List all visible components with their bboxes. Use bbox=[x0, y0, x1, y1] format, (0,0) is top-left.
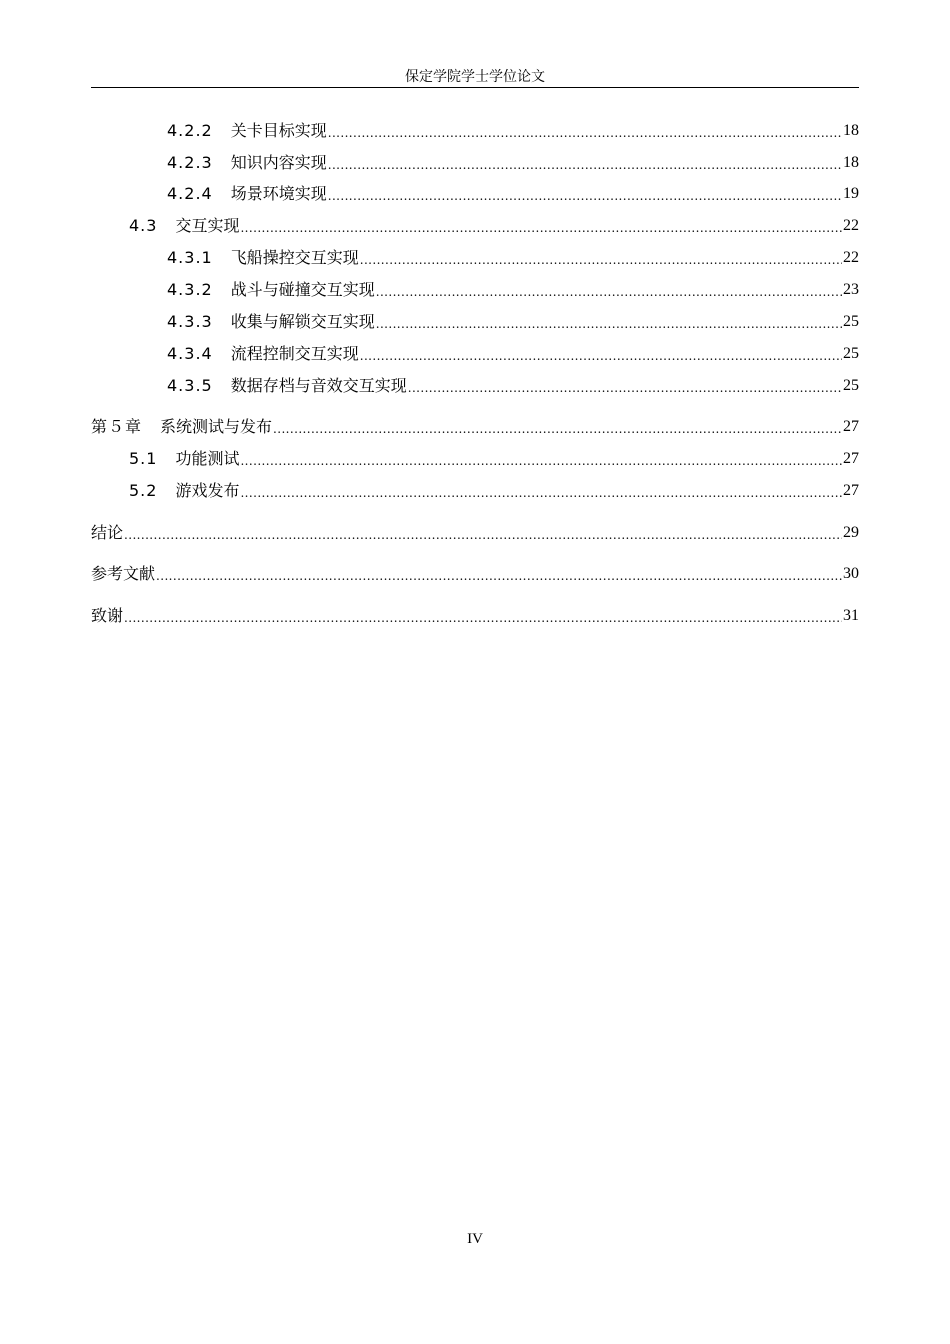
toc-entry-title: 收集与解锁交互实现 bbox=[230, 312, 375, 331]
toc-entry[interactable] bbox=[91, 120, 859, 142]
toc-entry[interactable] bbox=[91, 375, 859, 397]
toc-entry-number: 第５章 bbox=[91, 417, 143, 436]
toc-leader-dots bbox=[360, 251, 842, 269]
toc-entry-number: 4.3.2 bbox=[167, 280, 213, 299]
toc-entry[interactable] bbox=[91, 605, 859, 627]
toc-entry-page: 19 bbox=[843, 185, 859, 202]
page-number: IV bbox=[467, 1231, 483, 1247]
running-header: 保定学院学士学位论文 bbox=[91, 68, 859, 88]
toc-entry-number: 5.1 bbox=[129, 449, 158, 468]
toc-entry-title: 游戏发布 bbox=[175, 481, 240, 500]
toc-leader-dots bbox=[328, 187, 842, 205]
toc-entry-number: 4.3.1 bbox=[167, 248, 213, 267]
toc-entry[interactable] bbox=[91, 480, 859, 502]
toc-leader-dots bbox=[124, 526, 842, 544]
toc-entry-title: 参考文献 bbox=[91, 564, 156, 583]
toc-entry-title: 结论 bbox=[91, 523, 124, 542]
toc-entry-title: 系统测试与发布 bbox=[160, 417, 273, 436]
toc-entry[interactable] bbox=[91, 343, 859, 365]
toc-entry-page: 22 bbox=[843, 217, 859, 234]
toc-entry-page: 25 bbox=[843, 313, 859, 330]
toc-entry-page: 27 bbox=[843, 418, 859, 435]
toc-entry[interactable] bbox=[91, 448, 859, 470]
toc-leader-dots bbox=[240, 452, 842, 470]
toc-leader-dots bbox=[408, 379, 842, 397]
toc-leader-dots bbox=[273, 420, 842, 438]
toc-entry[interactable] bbox=[91, 215, 859, 237]
toc-entry-title: 数据存档与音效交互实现 bbox=[230, 376, 407, 395]
toc-entry-number: 4.2.4 bbox=[167, 184, 213, 203]
toc-entry-number: 4.3.4 bbox=[167, 344, 213, 363]
toc-entry[interactable] bbox=[91, 183, 859, 205]
toc-entry-page: 18 bbox=[843, 154, 859, 171]
toc-entry-page: 25 bbox=[843, 345, 859, 362]
toc-leader-dots bbox=[360, 347, 842, 365]
toc-entry[interactable] bbox=[91, 247, 859, 269]
toc-entry[interactable] bbox=[91, 311, 859, 333]
toc-entry-page: 22 bbox=[843, 249, 859, 266]
toc-entry-page: 30 bbox=[843, 565, 859, 582]
toc-entry-page: 27 bbox=[843, 482, 859, 499]
toc-entry-title: 流程控制交互实现 bbox=[230, 344, 359, 363]
toc-entry-number: 4.2.2 bbox=[167, 121, 213, 140]
toc-leader-dots bbox=[156, 567, 842, 585]
toc-entry-number: 5.2 bbox=[129, 481, 158, 500]
toc-leader-dots bbox=[376, 283, 842, 301]
toc-entry[interactable] bbox=[91, 563, 859, 585]
toc-leader-dots bbox=[328, 124, 842, 142]
toc-entry-page: 27 bbox=[843, 450, 859, 467]
toc-entry[interactable] bbox=[91, 522, 859, 544]
toc-entry[interactable] bbox=[91, 416, 859, 438]
toc-entry[interactable] bbox=[91, 152, 859, 174]
toc-entry-page: 23 bbox=[843, 281, 859, 298]
toc-entry-title: 战斗与碰撞交互实现 bbox=[230, 280, 375, 299]
toc-entry-number: 4.3.3 bbox=[167, 312, 213, 331]
toc-leader-dots bbox=[240, 484, 842, 502]
toc-leader-dots bbox=[328, 156, 842, 174]
toc-entry-page: 31 bbox=[843, 607, 859, 624]
toc-entry-title: 交互实现 bbox=[175, 216, 240, 235]
toc-entry-page: 18 bbox=[843, 122, 859, 139]
toc-entry-title: 知识内容实现 bbox=[230, 153, 327, 172]
toc-leader-dots bbox=[240, 219, 842, 237]
toc-entry-title: 场景环境实现 bbox=[230, 184, 327, 203]
toc-entry-number: 4.2.3 bbox=[167, 153, 213, 172]
toc-entry-title: 关卡目标实现 bbox=[230, 121, 327, 140]
toc-entry[interactable] bbox=[91, 279, 859, 301]
toc-leader-dots bbox=[376, 315, 842, 333]
toc-leader-dots bbox=[124, 609, 842, 627]
toc-entry-number: 4.3.5 bbox=[167, 376, 213, 395]
toc-entry-number: 4.3 bbox=[129, 216, 158, 235]
toc-entry-page: 29 bbox=[843, 524, 859, 541]
toc-entry-title: 功能测试 bbox=[175, 449, 240, 468]
toc-entry-title: 飞船操控交互实现 bbox=[230, 248, 359, 267]
toc-entry-page: 25 bbox=[843, 377, 859, 394]
toc-entry-title: 致谢 bbox=[91, 606, 124, 625]
